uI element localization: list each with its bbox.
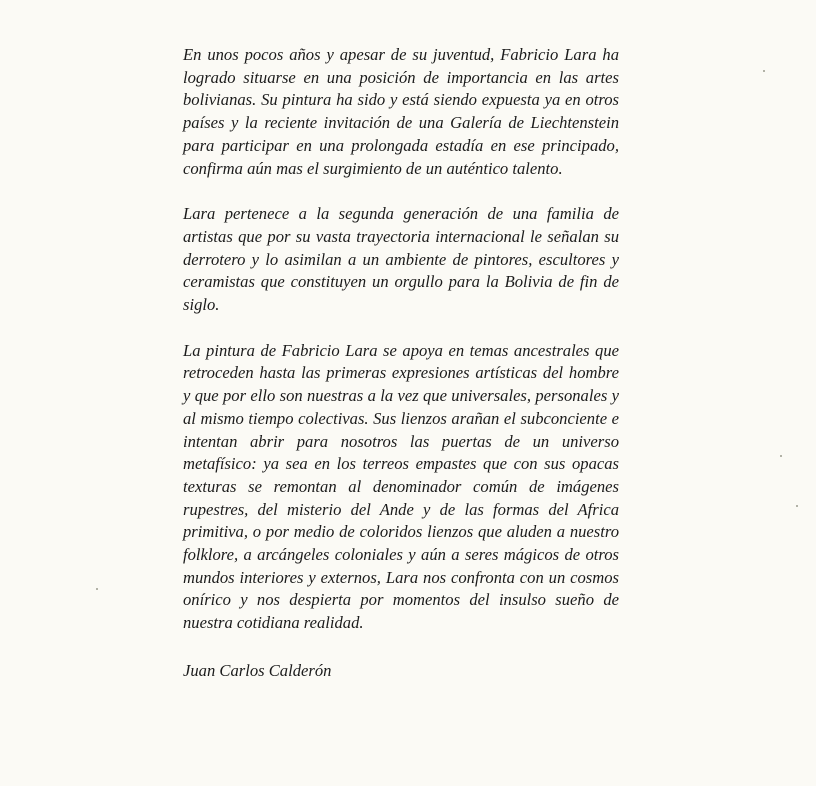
dust-speck [780, 455, 782, 457]
dust-speck [96, 588, 98, 590]
text-column [183, 44, 619, 682]
dust-speck [796, 505, 798, 507]
paragraph-intro: En unos pocos años y apesar de su juventud, Fabricio Lara ha logrado situarse en una posición de importancia en las artes bolivianas. Su pintura ha sido y está siendo expuesta ya en otros países y la reciente invitación de una Galería de Liechtenstein para participar en una prolongada estadía en ese principado, confirma aún mas el surgimiento de un auténtico talento. [183, 45, 619, 178]
paragraph-family: Lara pertenece a la segunda generación de una familia de artistas que por su vasta trayectoria internacional le señalan su derrotero y lo asimilan a un ambiente de pintores, escultores y ceramistas que constituyen un orgullo para la Bolivia de fin de siglo. [183, 204, 619, 315]
dust-speck [763, 70, 765, 72]
paragraph-painting: La pintura de Fabricio Lara se apoya en temas ancestrales que retroceden hasta las primeras expresiones artísticas del hombre y que por ello son nuestras a la vez que universales, personales y al mismo tiempo colectivas. Sus lienzos arañan el subconciente e intentan abrir para nosotros las puertas de un universo metafísico: ya sea en los terreos empastes que con sus opacas texturas se remontan al denominador común de imágenes rupestres, del misterio del Ande y de las formas del Africa primitiva, o por medio de coloridos lienzos que aluden a nuestro folklore, a arcángeles coloniales y aún a seres mágicos de otros mundos interiores y externos, Lara nos confronta con un cosmos onírico y nos despierta por momentos del insulso sueño de nuestra cotidiana realidad. [183, 340, 619, 633]
author-signature: Juan Carlos Calderón [183, 660, 332, 680]
